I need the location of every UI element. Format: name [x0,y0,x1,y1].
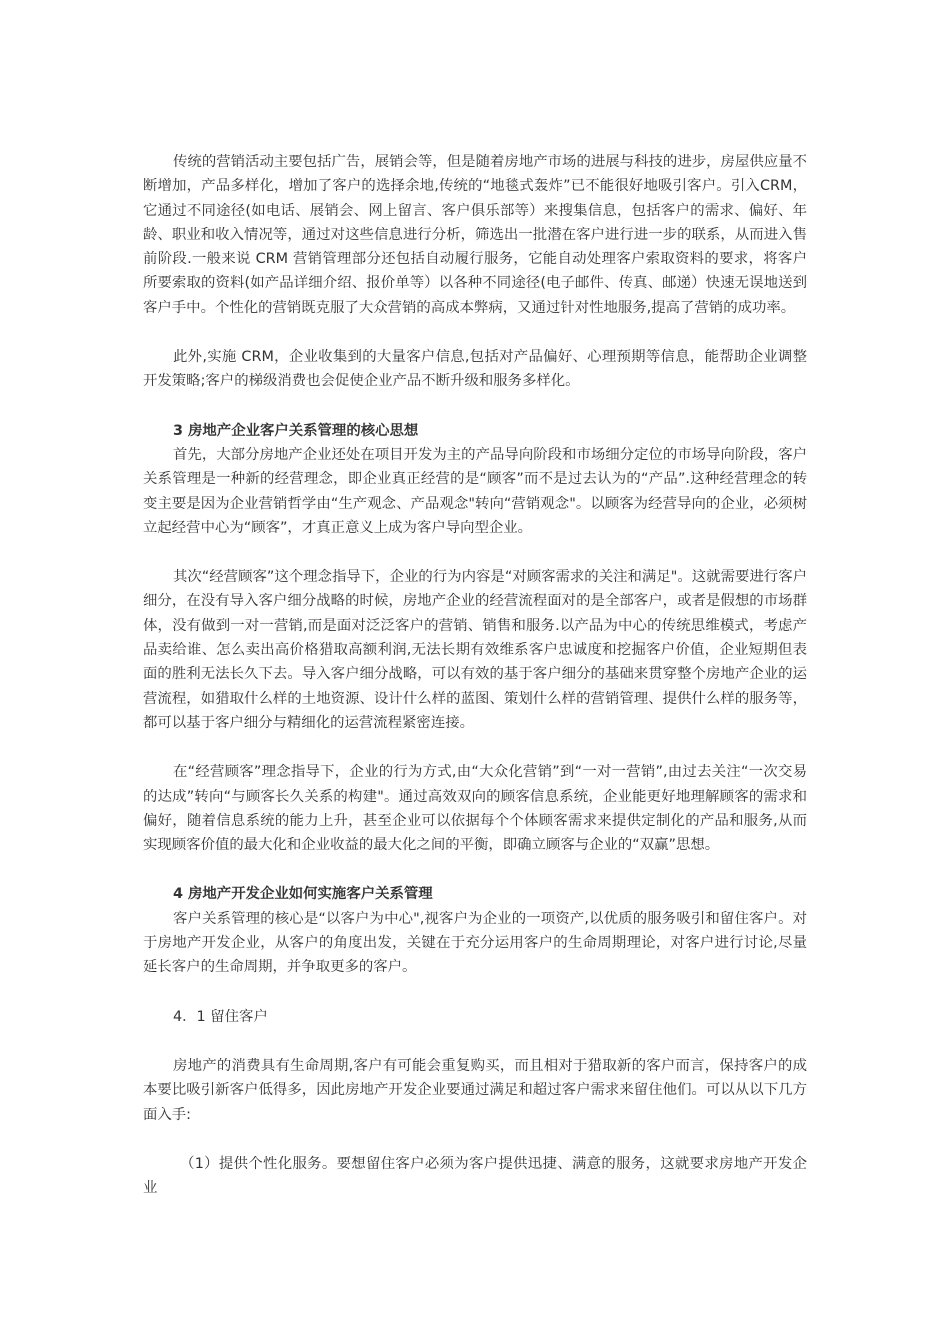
paragraph-traditional-marketing: 传统的营销活动主要包括广告，展销会等，但是随着房地产市场的进展与科技的进步，房屋供应量不断增加，产品多样化，增加了客户的选择余地,传统的“地毯式轰炸”已不能很好地吸引客户。引入CRM，它通过不同途径(如电话、展销会、网上留言、客户俱乐部等）来搜集信息，包括客户的需求、偏好、年龄、职业和收入情况等，通过对这些信息进行分析，筛选出一批潜在客户进行进一步的联系，从而进入售前阶段.一般来说 CRM 营销管理部分还包括自动履行服务，它能自动处理客户索取资料的要求，将客户所要索取的资料(如产品详细介绍、报价单等）以各种不同途径(电子邮件、传真、邮递）快速无误地送到客户手中。个性化的营销既克服了大众营销的高成本弊病，又通过针对性地服务,提高了营销的成功率。 [143,154,807,316]
subsection-heading-4-1: 4．1 留住客户 [173,1008,268,1025]
paragraph-crm-benefits: 此外,实施 CRM，企业收集到的大量客户信息,包括对产品偏好、心理预期等信息，能帮助企业调整开发策略;客户的梯级消费也会促使企业产品不断升级和服务多样化。 [143,349,807,390]
paragraph-customer-orientation: 在“经营顾客”理念指导下，企业的行为方式,由“大众化营销”到“一对一营销”,由过去关注“一次交易的达成”转向“与顾客长久关系的构建"。通过高效双向的顾客信息系统，企业能更好地理解顾客的需求和偏好，随着信息系统的能力上升，甚至企业可以依据每个个体顾客需求来提供定制化的产品和服务,从而实现顾客价值的最大化和企业收益的最大化之间的平衡，即确立顾客与企业的“双赢”思想。 [143,764,807,854]
paragraph-second: 其次“经营顾客”这个理念指导下，企业的行为内容是“对顾客需求的关注和满足"。这就需要进行客户细分，在没有导入客户细分战略的时候，房地产企业的经营流程面对的是全部客户，或者是假想的市场群体，没有做到一对一营销,而是面对泛泛客户的营销、销售和服务.以产品为中心的传统思维模式，考虑产品卖给谁、怎么卖出高价格猎取高额利润,无法长期有效维系客户忠诚度和挖掘客户价值，企业短期但表面的胜利无法长久下去。导入客户细分战略，可以有效的基于客户细分的基础来贯穿整个房地产企业的运营流程，如猎取什么样的土地资源、设计什么样的蓝图、策划什么样的营销管理、提供什么样的服务等，都可以基于客户细分与精细化的运营流程紧密连接。 [143,569,807,731]
document-body [143,150,807,1200]
paragraph-crm-core: 客户关系管理的核心是“以客户为中心",视客户为企业的一项资产,以优质的服务吸引和留住客户。对于房地产开发企业，从客户的角度出发，关键在于充分运用客户的生命周期理论，对客户进行讨论,尽量延长客户的生命周期，并争取更多的客户。 [143,910,807,976]
paragraph-retain-customers: 房地产的消费具有生命周期,客户有可能会重复购买，而且相对于猎取新的客户而言，保持客户的成本要比吸引新客户低得多，因此房地产开发企业要通过满足和超过客户需求来留住他们。可以从以下几方面入手: [143,1057,807,1123]
section-heading-4: 4 房地产开发企业如何实施客户关系管理 [173,886,433,903]
paragraph-first: 首先，大部分房地产企业还处在项目开发为主的产品导向阶段和市场细分定位的市场导向阶段，客户关系管理是一种新的经营理念，即企业真正经营的是“顾客”而不是过去认为的“产品”.这种经营理念的转变主要是因为企业营销哲学由“生产观念、产品观念"转向“营销观念"。以顾客为经营导向的企业，必须树立起经营中心为“顾客”，才真正意义上成为客户导向型企业。 [143,446,807,536]
section-heading-3: 3 房地产企业客户关系管理的核心思想 [173,422,419,439]
list-item-personalized-service: （1）提供个性化服务。要想留住客户必须为客户提供迅捷、满意的服务，这就要求房地产开发企业 [143,1155,807,1197]
